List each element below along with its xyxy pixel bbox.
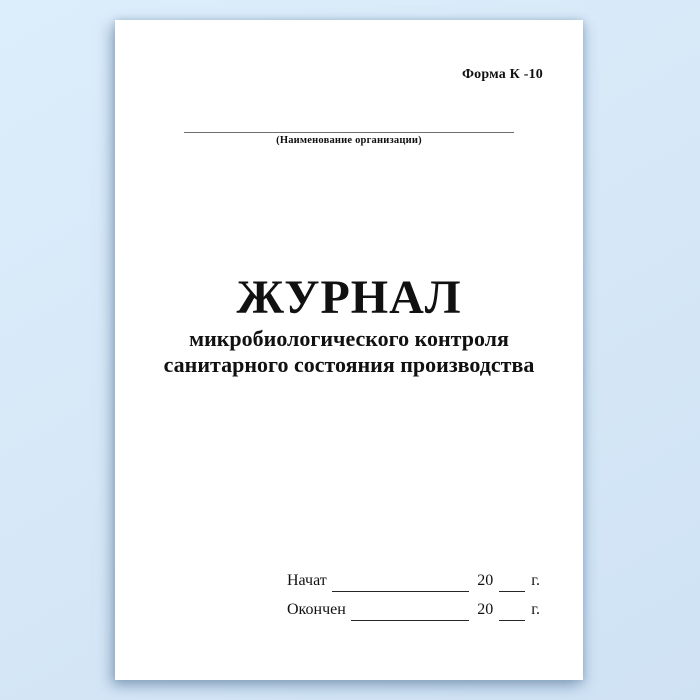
finished-year-prefix: 20: [477, 601, 494, 618]
organization-name-blank-line: [184, 116, 514, 133]
finished-year-suffix: г.: [531, 601, 540, 618]
started-year-prefix: 20: [477, 572, 494, 589]
journal-subtitle-line1: микробиологического контроля: [189, 326, 509, 351]
journal-subtitle-line2: санитарного состояния производства: [163, 352, 535, 377]
finished-label: Окончен: [287, 601, 346, 618]
dates-block: [287, 570, 540, 621]
started-label: Начат: [287, 572, 327, 589]
started-row: [287, 570, 540, 592]
started-year-suffix: г.: [531, 572, 540, 589]
started-year-blank-line: [499, 573, 525, 592]
finished-row: [287, 599, 540, 621]
started-date-blank-line: [332, 573, 469, 592]
finished-year-blank-line: [499, 602, 525, 621]
journal-cover-sheet: [115, 20, 583, 680]
journal-subtitle: [115, 326, 583, 378]
form-code-label: Форма К -10: [461, 67, 543, 82]
organization-name-block: [184, 116, 514, 146]
organization-name-caption: (Наименование организации): [276, 135, 422, 146]
title-block: [115, 271, 583, 378]
finished-date-blank-line: [351, 602, 469, 621]
journal-title: ЖУРНАЛ: [236, 271, 462, 324]
